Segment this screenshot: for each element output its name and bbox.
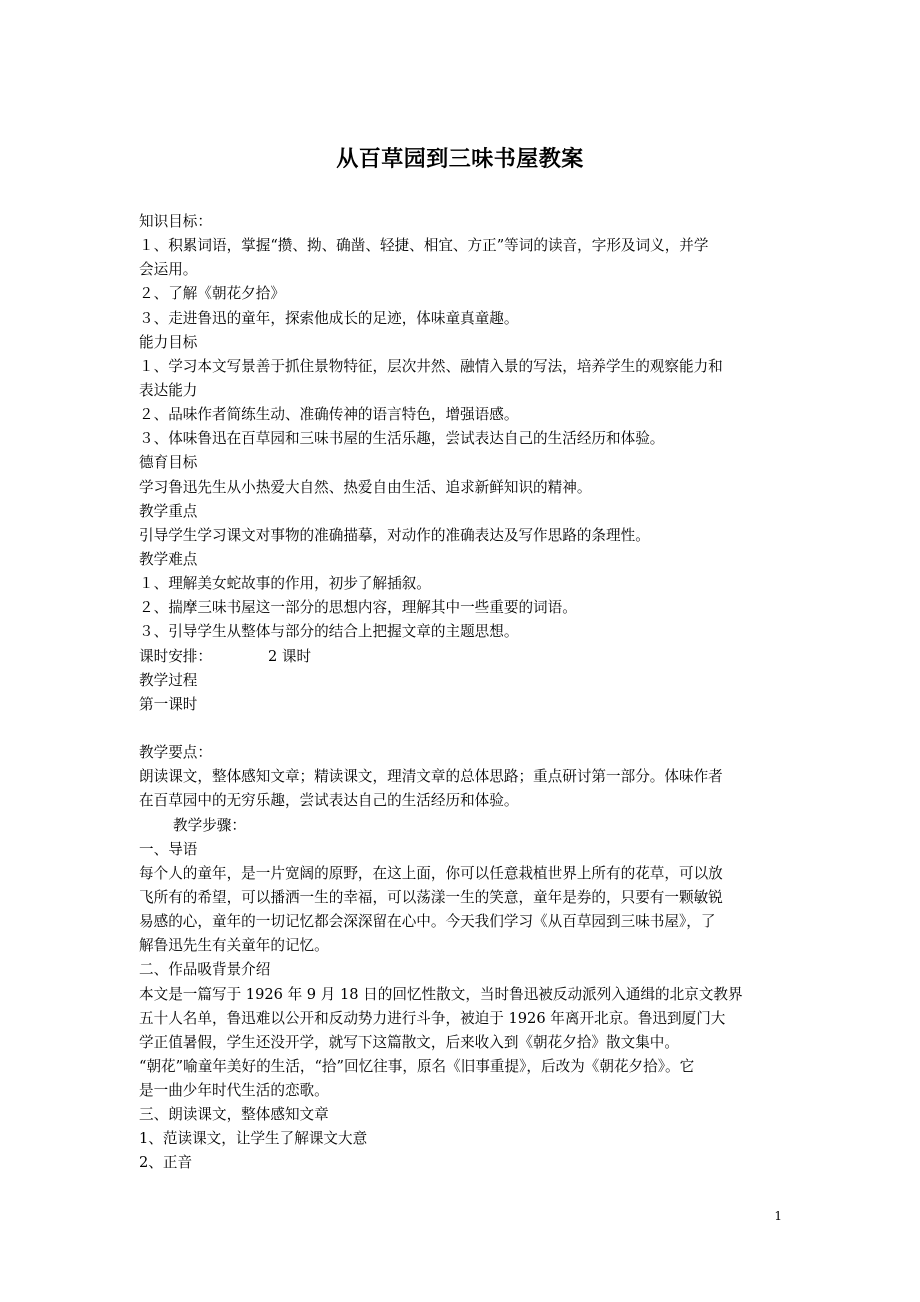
text-line: 引导学生学习课文对事物的准确描摹，对动作的准确表达及写作思路的条理性。 [139, 526, 650, 544]
text-line: 德育目标 [139, 454, 198, 472]
steps-label: 教学步骤： [173, 816, 246, 834]
text-line: 是一曲少年时代生活的恋歌。 [139, 1082, 329, 1100]
text-line: 教学过程 [139, 671, 198, 689]
text-line: 能力目标 [139, 333, 198, 351]
text-line: 一、导语 [139, 840, 198, 858]
text-line: 解鲁迅先生有关童年的记忆。 [139, 937, 329, 955]
page-number: 1 [774, 1209, 782, 1223]
blank-line [139, 717, 784, 741]
text-line: 在百草园中的无穷乐趣，尝试表达自己的生活经历和体验。 [139, 792, 519, 810]
text-line: 二、作品吸背景介绍 [139, 961, 271, 979]
text-line: 本文是一篇写于 1926 年 9 月 18 日的回忆性散文，当时鲁迅被反动派列入通缉的北京文教界 [139, 985, 743, 1003]
text-line: 1、范读课文，让学生了解课文大意 [139, 1130, 368, 1148]
text-line: ２、品味作者简练生动、准确传神的语言特色，增强语感。 [139, 406, 519, 424]
text-line: 学习鲁迅先生从小热爱大自然、热爱自由生活、追求新鲜知识的精神。 [139, 478, 592, 496]
text-line: “朝花”喻童年美好的生活，“拾”回忆往事，原名《旧事重提》，后改为《朝花夕拾》。它 [139, 1057, 695, 1075]
text-line: 三、朗读课文，整体感知文章 [139, 1106, 329, 1124]
text-line: ３、引导学生从整体与部分的结合上把握文章的主题思想。 [139, 623, 519, 641]
text-line: １、学习本文写景善于抓住景物特征，层次井然、融情入景的写法，培养学生的观察能力和 [139, 357, 723, 375]
text-line: 五十人名单，鲁迅难以公开和反动势力进行斗争，被迫于 1926 年离开北京。鲁迅到厦门大 [139, 1009, 726, 1027]
text-line: １、积累词语，掌握“攒、拗、确凿、轻捷、相宜、方正”等词的读音，字形及词义，并学 [139, 237, 709, 255]
text-line: ２、揣摩三味书屋这一部分的思想内容，理解其中一些重要的词语。 [139, 599, 577, 617]
text-line: 教学重点 [139, 502, 198, 520]
text-line: 易感的心，童年的一切记忆都会深深留在心中。今天我们学习《从百草园到三味书屋》，了 [139, 913, 716, 931]
text-line: 学正值暑假，学生还没开学，就写下这篇散文，后来收入到《朝花夕拾》散文集中。 [139, 1033, 679, 1051]
text-line: 教学难点 [139, 550, 198, 568]
text-line: 会运用。 [139, 261, 198, 279]
text-line: 第一课时 [139, 695, 198, 713]
text-line: 2、正音 [139, 1154, 193, 1172]
text-line: １、理解美女蛇故事的作用，初步了解插叙。 [139, 575, 431, 593]
text-line: 飞所有的希望，可以播洒一生的幸福，可以荡漾一生的笑意，童年是券的，只要有一颗敏锐 [139, 888, 723, 906]
document-body [139, 210, 784, 1176]
schedule-line [139, 645, 784, 669]
schedule-label: 课时安排： [139, 647, 212, 665]
schedule-value: 2 课时 [267, 647, 312, 665]
text-line: 教学要点： [139, 744, 212, 762]
text-line: ３、走进鲁迅的童年，探索他成长的足迹，体味童真童趣。 [139, 309, 519, 327]
text-line: ２、了解《朝花夕拾》 [139, 285, 285, 303]
text-line: 朗读课文，整体感知文章；精读课文，理清文章的总体思路；重点研讨第一部分。体味作者 [139, 768, 723, 786]
text-line: 知识目标： [139, 213, 212, 230]
text-line: 每个人的童年，是一片宽阔的原野，在这上面，你可以任意栽植世界上所有的花草，可以放 [139, 864, 723, 882]
page-title: 从百草园到三味书屋教案 [336, 147, 584, 172]
text-line: ３、体味鲁迅在百草园和三味书屋的生活乐趣，尝试表达自己的生活经历和体验。 [139, 430, 665, 448]
text-line: 表达能力 [139, 381, 198, 399]
